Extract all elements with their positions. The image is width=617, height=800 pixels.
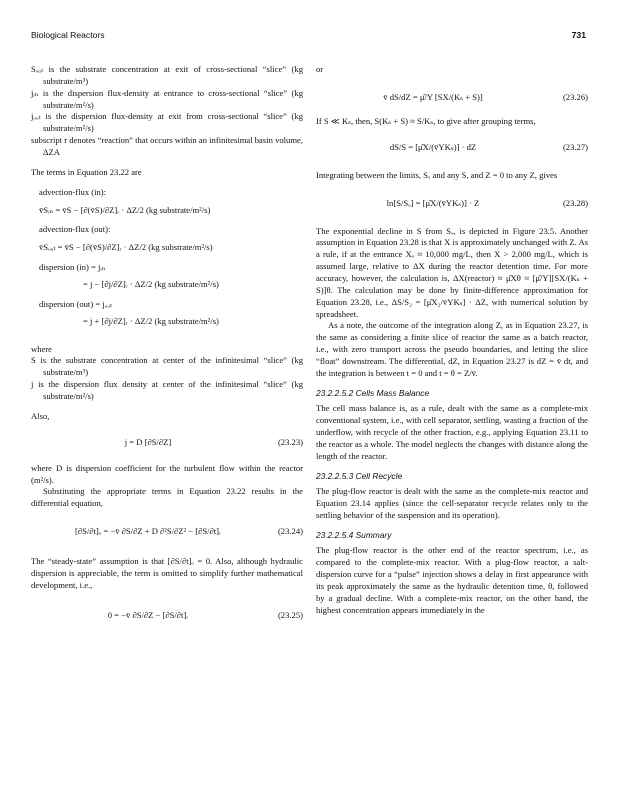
section-text-cells-mass-balance: The cell mass balance is, as a rule, dealt with the same as a complete-mix conventional system, i.e., with cell separator, settling, wasting a fraction of the underflow, with recycle of the other fraction, e.g., applying Equation 23.11 to the reactor as a whole. The model neglects the changes with distance along the length of the reactor. [316,403,588,461]
also-label: Also, [31,410,50,421]
equation-23-25 [31,592,303,638]
equation-23-28 [316,182,588,226]
disp-in-equation: = j − [∂j/∂Z]ᵣ · ΔZ/2 (kg substrate/m²/s) [83,279,219,290]
adv-out-equation: v̄Sₒᵤₜ = v̄S − [∂(v̄S)/∂Z]ᵣ · ΔZ/2 (kg substrate/m²/s) [39,242,213,253]
steady-state-text: The “steady-state” assumption is that [∂S/∂t]ₒ = 0. Also, although hydraulic dispersion is appreciable, the term is omitted to simplify further mathematical development, i.e., [31,556,303,590]
equation-23-27 [316,128,588,170]
eq-23-23-body: j = D [∂S/∂Z] [124,436,172,447]
paragraph-integration-note: As a note, the outcome of the integration along Z, as in Equation 23.27, is the same as considering a finite slice of reactor the same as a batch reactor, i.e., with zero transport across the pseudo boundaries, and letting the slice “float” downstream. The differential, dZ, in Equation 23.27 is dZ = v̄ dt, and the integration is between t = 0 and t = θ = Z/v̄. [316,320,588,378]
adv-in-label: advection-flux (in): [39,186,107,197]
disp-out-label: dispersion (out) = jₒᵤₜ [39,298,113,309]
adv-out-label: advection-flux (out): [39,224,111,235]
right-column [316,64,588,617]
or-label: or [316,64,324,74]
def-s: S is the substrate concentration at center of the infinitesimal “slice” (kg substrate/m³) [31,355,303,378]
eq-23-28-body: ln[S/Sₒ] = [μ̂X/(v̄YKₛ)] · Z [386,197,480,208]
integrating-text: Integrating between the limits, Sₒ and any S, and Z = 0 to any Z, gives [316,169,558,180]
section-heading-summary: 23.2.2.5.4 Summary [316,529,392,540]
substituting-text: Substituting the appropriate terms in Equation 23.22 results in the differential equation, [31,486,303,509]
equation-23-24 [31,510,303,556]
running-header [31,30,586,44]
paragraph-exponential-decline: The exponential decline in S from Sₒ, is depicted in Figure 23.5. Another assumption in Equation 23.28 is that X is approximately unchanged with Z. As a rule, if at the entrance Xₒ ≈ 10,000 mg/L, then X > 2,000 mg/L, which is assumed large, relative to ΔX during the reactor detention time. For more accuracy, however, the calculation is, ΔX(reactor) ≈ μ̂Xθ ≈ [μ̂/Y][SX/(Kₛ + S)]θ. The calculation may be done by finite-difference approximation for Equation 23.28, i.e., ΔS/S₂ = [μ̂X₂/v̄YKₛ] · ΔZ, with numerical solution by spreadsheet. [316,225,588,319]
adv-in-equation: v̄Sᵢₙ = v̄S − [∂(v̄S)/∂Z]ᵣ · ΔZ/2 (kg substrate/m²/s) [39,204,211,215]
eq-23-28-number: (23.28) [562,197,588,208]
eq-23-27-body: dS/S = [μ̂X/(v̄YKₛ)] · dZ [389,141,477,152]
terms-intro: The terms in Equation 23.22 are [31,166,142,177]
eq-23-25-body: 0 = −v̄ ∂S/∂Z − [∂S/∂t]ᵣ [107,609,189,620]
d-definition: where D is dispersion coefficient for the turbulent flow within the reactor (m²/s). [31,462,303,485]
equation-23-23 [31,423,303,463]
section-text-cell-recycle: The plug-flow reactor is dealt with the same as the complete-mix reactor and Equation 23.14 applies (since the cell-separator recycle relates only to the settling behavior of the suspension and its operation). [316,486,588,520]
left-column [31,64,303,638]
section-text-summary: The plug-flow reactor is the other end of the reactor spectrum, i.e., as compared to the complete-mix reactor. With a plug-flow reactor, a salt-dispersion curve for a “pulse” injection shows a delay in first appearance with its peak approximately the same as the hydraulic detention time, θ, followed by a gradual decline. With a complete-mix reactor, on the other hand, the highest concentration appears immediately in the [316,545,588,615]
equation-23-26 [316,76,588,116]
eq-23-25-number: (23.25) [277,609,303,620]
running-title: Biological Reactors [31,30,105,40]
def-subscript-r: subscript r denotes “reaction” that occurs within an infinitesimal basin volume, ΔZA [31,135,303,158]
where-label: where [31,343,52,354]
def-j-out: jₒᵤₜ is the dispersion flux-density at exit from cross-sectional “slice” (kg substrate/m²/s) [31,111,303,134]
def-s-out: Sₒᵤₜ is the substrate concentration at exit of cross-sectional “slice” (kg substrate/m³) [31,64,303,86]
if-text: If S ≪ Kₛ, then, S(Kₛ + S) ≈ S/Kₛ, to give after grouping terms, [316,115,536,126]
disp-out-equation: = j + [∂j/∂Z]ᵣ · ΔZ/2 (kg substrate/m²/s) [83,315,219,326]
eq-23-26-number: (23.26) [562,91,588,102]
def-j-in: jᵢₙ is the dispersion flux-density at entrance to cross-sectional “slice” (kg substrate/m²/s) [31,87,303,110]
disp-in-label: dispersion (in) = jᵢₙ [39,262,106,273]
page-number: 731 [571,30,586,40]
eq-23-27-number: (23.27) [562,141,588,152]
section-heading-cell-recycle: 23.2.2.5.3 Cell Recycle [316,470,403,481]
def-j: j is the dispersion flux density at center of the infinitesimal “slice” (kg substrate/m²/s) [31,379,303,402]
eq-23-24-body: [∂S/∂t]ₒ = −v̄ ∂S/∂Z + D ∂²S/∂Z² − [∂S/∂t]ᵣ [74,526,222,537]
eq-23-23-number: (23.23) [277,436,303,447]
section-heading-cells-mass-balance: 23.2.2.5.2 Cells Mass Balance [316,387,430,398]
eq-23-24-number: (23.24) [277,526,303,537]
eq-23-26-body: v̄ dS/dZ = μ̂/Y [SX/(Kₛ + S)] [383,91,483,102]
